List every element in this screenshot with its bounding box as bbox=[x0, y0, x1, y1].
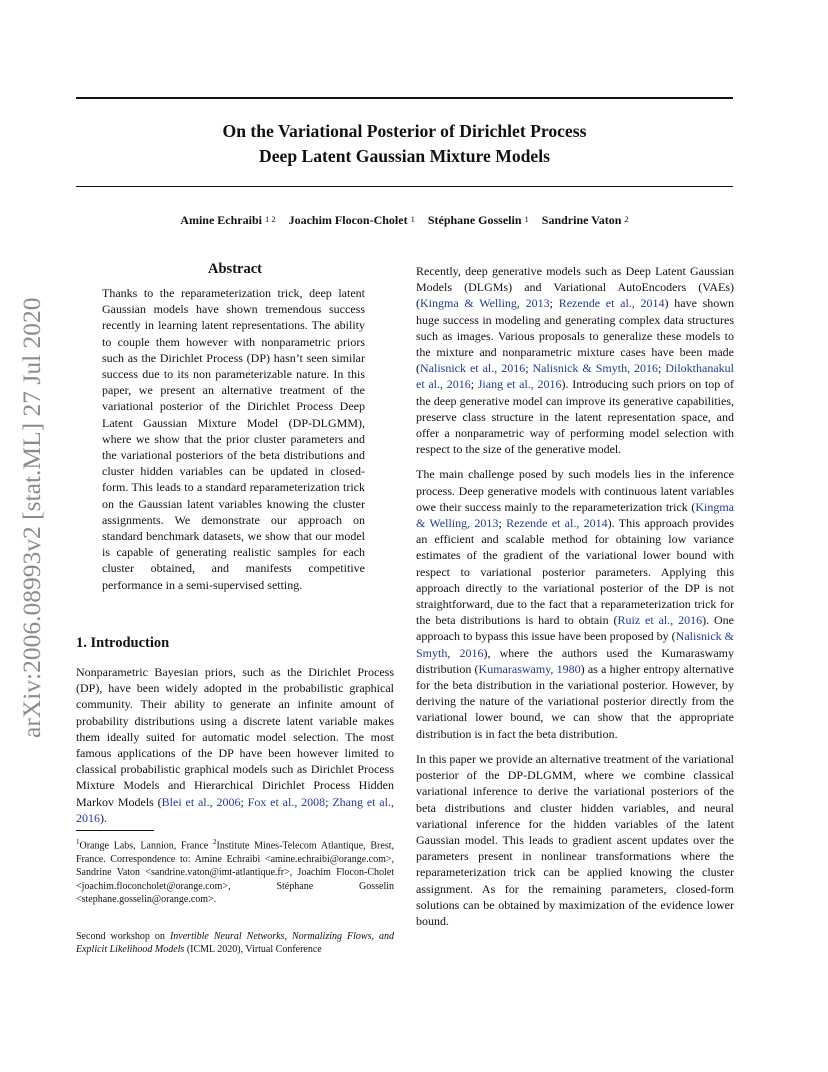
abstract-heading: Abstract bbox=[208, 261, 262, 277]
footnote-rule bbox=[76, 830, 154, 831]
title-line-2: Deep Latent Gaussian Mixture Models bbox=[259, 146, 550, 166]
citation-link[interactable]: Nalisnick & Smyth, 2016 bbox=[532, 361, 659, 376]
title-bottom-rule bbox=[76, 186, 733, 187]
intro-paragraph: Nonparametric Bayesian priors, such as the Dirichlet Process (DP), have been widely adopted in the probabilistic graphical community. Their ability to generate an infinite amount of probability distributions using a discrete latent variable makes them ideally suited for automatic model selection. The most famous applications of the DP have been however limited to classical probabilistic graphical models such as Dirichlet Process Mixture Models and Hierarchical Dirichlet Process Hidden Markov Models (Blei et al., 2006; Fox et al., 2008; Zhang et al., 2016). bbox=[76, 665, 394, 825]
citation-link[interactable]: Kingma & Welling, 2013 bbox=[416, 499, 734, 531]
paragraph: In this paper we provide an alternative treatment of the variational posterior of the DP-DLGMM, where we combine classical variational inference to derive the variational posteriors of the beta distributions and cluster hidden variables, and neural variational inference for the hidden variables of the latent Gaussian model. This leads to gradient ascent updates over the parameters present in nonlinear transformations where the reparameterization trick can be applied knowing the cluster assignment. As for the remaining parameters, closed-form solutions can be obtained by maximization of the evidence lower bound. bbox=[416, 751, 734, 928]
title-line-1: On the Variational Posterior of Dirichlet Process bbox=[222, 121, 587, 141]
citation-link[interactable]: Nalisnick & Smyth, 2016 bbox=[416, 629, 735, 660]
citation-link[interactable]: Dilokthanakul et al., 2016 bbox=[416, 361, 734, 392]
citation-link[interactable]: Kingma & Welling, 2013 bbox=[420, 296, 550, 311]
paper-title bbox=[76, 119, 733, 169]
workshop-note: Second workshop on Invertible Neural Networks, Normalizing Flows, and Explicit Likelihood Models (ICML 2020), Virtual Conference bbox=[76, 931, 394, 956]
citation-link[interactable]: Fox et al., 2008 bbox=[247, 794, 326, 809]
citation-link[interactable]: Rezende et al., 2014 bbox=[558, 296, 665, 311]
citation-link[interactable]: Zhang et al., 2016 bbox=[76, 794, 394, 825]
author: Stéphane Gosselin $^1$ bbox=[427, 213, 529, 227]
citation-link[interactable]: Ruiz et al., 2016 bbox=[617, 613, 703, 628]
top-rule bbox=[76, 97, 733, 99]
citation-link[interactable]: Nalisnick et al., 2016 bbox=[420, 361, 526, 376]
section-heading-introduction: 1. Introduction bbox=[76, 635, 170, 651]
citation-link[interactable]: Blei et al., 2006 bbox=[161, 794, 241, 809]
citation-link[interactable]: Kumaraswamy, 1980 bbox=[478, 661, 581, 676]
author: Amine Echraibi $^{1 2}$ bbox=[180, 213, 276, 227]
author: Sandrine Vaton $^2$ bbox=[541, 213, 629, 227]
abstract-text: Thanks to the reparameterization trick, deep latent Gaussian models have shown tremendous success recently in learning latent representations. The ability to couple them however with nonparametric priors such as the Dirichlet Process (DP) hasn’t seen similar success due to its non parameterizable nature. In this paper, we present an alternative treatment of the variational posterior of the Dirichlet Process Deep Latent Gaussian Mixture Model (DP-DLGMM), where we show that the prior cluster parameters and the variational posteriors of the beta distributions and cluster hidden variables can be updated in closed-form. This leads to a standard reparameterization trick on the Gaussian latent variables knowing the cluster assignments. We demonstrate our approach on standard benchmark datasets, we show that our model is capable of generating realistic samples for each cluster obtained, and manifests competitive performance in a semi-supervised setting. bbox=[102, 286, 365, 592]
right-column bbox=[416, 263, 734, 938]
citation-link[interactable]: Jiang et al., 2016 bbox=[477, 377, 562, 392]
citation-link[interactable]: Rezende et al., 2014 bbox=[506, 516, 608, 531]
paragraph: Recently, deep generative models such as Deep Latent Gaussian Models (DLGMs) and Variational AutoEncoders (VAEs) (Kingma & Welling, 2013; Rezende et al., 2014) have shown huge success in modeling and generating complex data structures such as images. Various proposals to generalize these models to the mixture and nonparametric mixture cases have been made (Nalisnick et al., 2016; Nalisnick & Smyth, 2016; Dilokthanakul et al., 2016; Jiang et al., 2016). Introducing such priors on top of the deep generative model can improve its generative capabilities, preserve class structure in the latent representation space, and offer a nonparametric way of performing model selection with respect to the size of the generative model. bbox=[416, 264, 734, 457]
affiliation-footnote: $^1$Orange Labs, Lannion, France $^2$Institute Mines-Telecom Atlantique, Brest, France. Correspondence to: Amine Echraibi <amine.echraibi@orange.com>, Sandrine Vaton <sandrine.vaton@imt-atlantique.fr>, Joachim Flocon-Cholet <joachim.floconcholet@orange.com>, Stéphane Gosselin <stephane.gosselin@orange.com>. bbox=[76, 838, 395, 905]
author: Joachim Flocon-Cholet $^1$ bbox=[288, 213, 415, 227]
paragraph: The main challenge posed by such models lies in the inference process. Deep generative models with continuous latent variables owe their success mainly to the reparameterization trick (Kingma & Welling, 2013; Rezende et al., 2014). This approach provides an efficient and scalable method for obtaining low variance estimates of the gradient of the variational lower bound with respect to variational posterior parameters. Applying this approach directly to the variational posterior of the DP is not straightforward, due to the fact that a reparameterization trick for the beta distributions is hard to obtain (Ruiz et al., 2016). One approach to bypass this issue have been proposed by (Nalisnick & Smyth, 2016), where the authors used the Kumaraswamy distribution (Kumaraswamy, 1980) as a higher entropy alternative for the beta distribution in the variational posterior. However, by deriving the nature of the variational posterior directly from the variational lower bound, we can show that the appropriate distribution is in fact the beta distribution. bbox=[416, 467, 735, 741]
arxiv-stamp: arXiv:2006.08993v2 [stat.ML] 27 Jul 2020 bbox=[17, 297, 46, 738]
author-list bbox=[76, 213, 733, 228]
